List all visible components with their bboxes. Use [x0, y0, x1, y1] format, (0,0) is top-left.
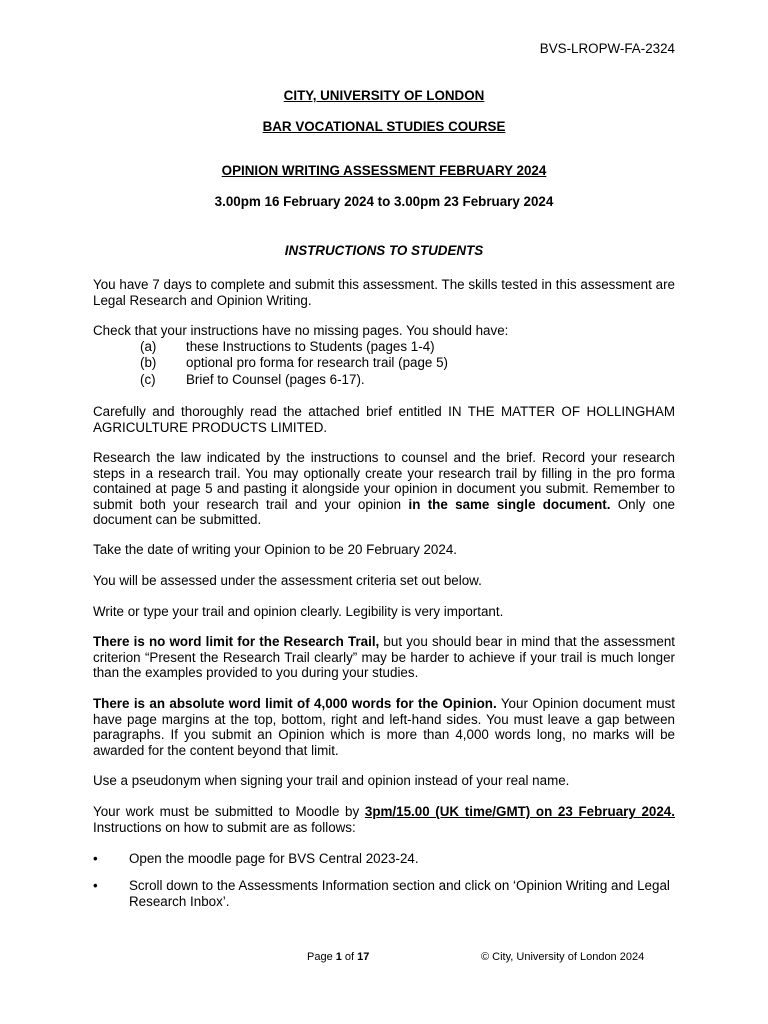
list-item-label: (c): [140, 372, 156, 387]
assessment-title: OPINION WRITING ASSESSMENT FEBRUARY 2024: [221, 163, 547, 178]
list-item-text: these Instructions to Students (pages 1-4): [186, 339, 435, 354]
page-current: 1: [335, 951, 342, 963]
paragraph-check-pages: Check that your instructions have no missing pages. You should have:: [93, 323, 509, 338]
paragraph-research: [93, 450, 675, 528]
page-prefix: Page: [307, 951, 336, 963]
list-item-label: (b): [140, 355, 157, 370]
paragraph-legibility: Write or type your trail and opinion clearly. Legibility is very important.: [93, 604, 504, 619]
bullet-text: Scroll down to the Assessments Information section and click on ‘Opinion Writing and Legal Research Inbox’.: [129, 878, 670, 909]
paragraph-pseudonym: Use a pseudonym when signing your trail and opinion instead of your real name.: [93, 773, 570, 788]
page-total: 17: [357, 951, 370, 963]
paragraph-trail-limit: [93, 634, 675, 681]
list-item-text: optional pro forma for research trail (page 5): [186, 355, 448, 370]
page-number: [307, 950, 369, 966]
paragraph-text: Research the law indicated by the instructions to counsel and the brief. Record your research steps in a research trail. You may optionally create your research trail by filling in the pro forma contained at page 5 and pasting it alongside your opinion in document you submit. Remember to submit both your research trail and your opinion: [93, 450, 675, 512]
university-title: CITY, UNIVERSITY OF LONDON: [283, 88, 485, 103]
paragraph-emphasis: in the same single document.: [408, 496, 611, 512]
paragraph-date: Take the date of writing your Opinion to be 20 February 2024.: [93, 542, 457, 557]
paragraph-submission: [93, 804, 675, 835]
document-reference: BVS-LROPW-FA-2324: [539, 41, 675, 56]
paragraph-duration: You have 7 days to complete and submit this assessment. The skills tested in this assessment are Legal Research and Opinion Writing.: [93, 277, 675, 308]
paragraph-criteria: You will be assessed under the assessment criteria set out below.: [93, 573, 482, 588]
copyright-notice: © City, University of London 2024: [481, 951, 645, 963]
paragraph-text: Your work must be submitted to Moodle by: [93, 804, 365, 819]
submission-deadline: 3pm/15.00 (UK time/GMT) on 23 February 2024.: [364, 804, 675, 819]
list-item: [140, 372, 365, 388]
list-item: [140, 339, 435, 355]
list-item: [140, 355, 448, 371]
bullet-text: Open the moodle page for BVS Central 2023-24.: [129, 851, 419, 866]
paragraph-text: Your Opinion document must have page margins at the top, bottom, right and left-hand sides. You must leave a gap between paragraphs. If you submit an Opinion which is more than 4,000 words long, no marks will be awarded for the content beyond that limit.: [93, 696, 675, 758]
paragraph-text: but you should bear in mind that the assessment criterion “Present the Research Trail clearly” may be harder to achieve if your trail is much longer than the examples provided to you during your studies.: [93, 634, 675, 681]
page-of: of: [341, 951, 358, 963]
bullet-icon: •: [93, 878, 98, 893]
paragraph-read-brief: Carefully and thoroughly read the attached brief entitled IN THE MATTER OF HOLLINGHAM AGRICULTURE PRODUCTS LIMITED.: [93, 404, 675, 435]
assessment-period: 3.00pm 16 February 2024 to 3.00pm 23 February 2024: [214, 194, 554, 209]
paragraph-word-limit: [93, 696, 675, 758]
paragraph-text: Instructions on how to submit are as follows:: [93, 819, 356, 835]
paragraph-emphasis: There is an absolute word limit of 4,000 words for the Opinion.: [93, 696, 497, 711]
paragraph-emphasis: There is no word limit for the Research Trail,: [93, 634, 380, 649]
instructions-heading: INSTRUCTIONS TO STUDENTS: [284, 243, 484, 258]
bullet-icon: •: [93, 851, 98, 866]
list-item-text: Brief to Counsel (pages 6-17).: [186, 372, 365, 387]
list-item-label: (a): [140, 339, 157, 354]
paragraph-text: Only one document can be submitted.: [93, 496, 675, 528]
course-title: BAR VOCATIONAL STUDIES COURSE: [262, 119, 506, 134]
